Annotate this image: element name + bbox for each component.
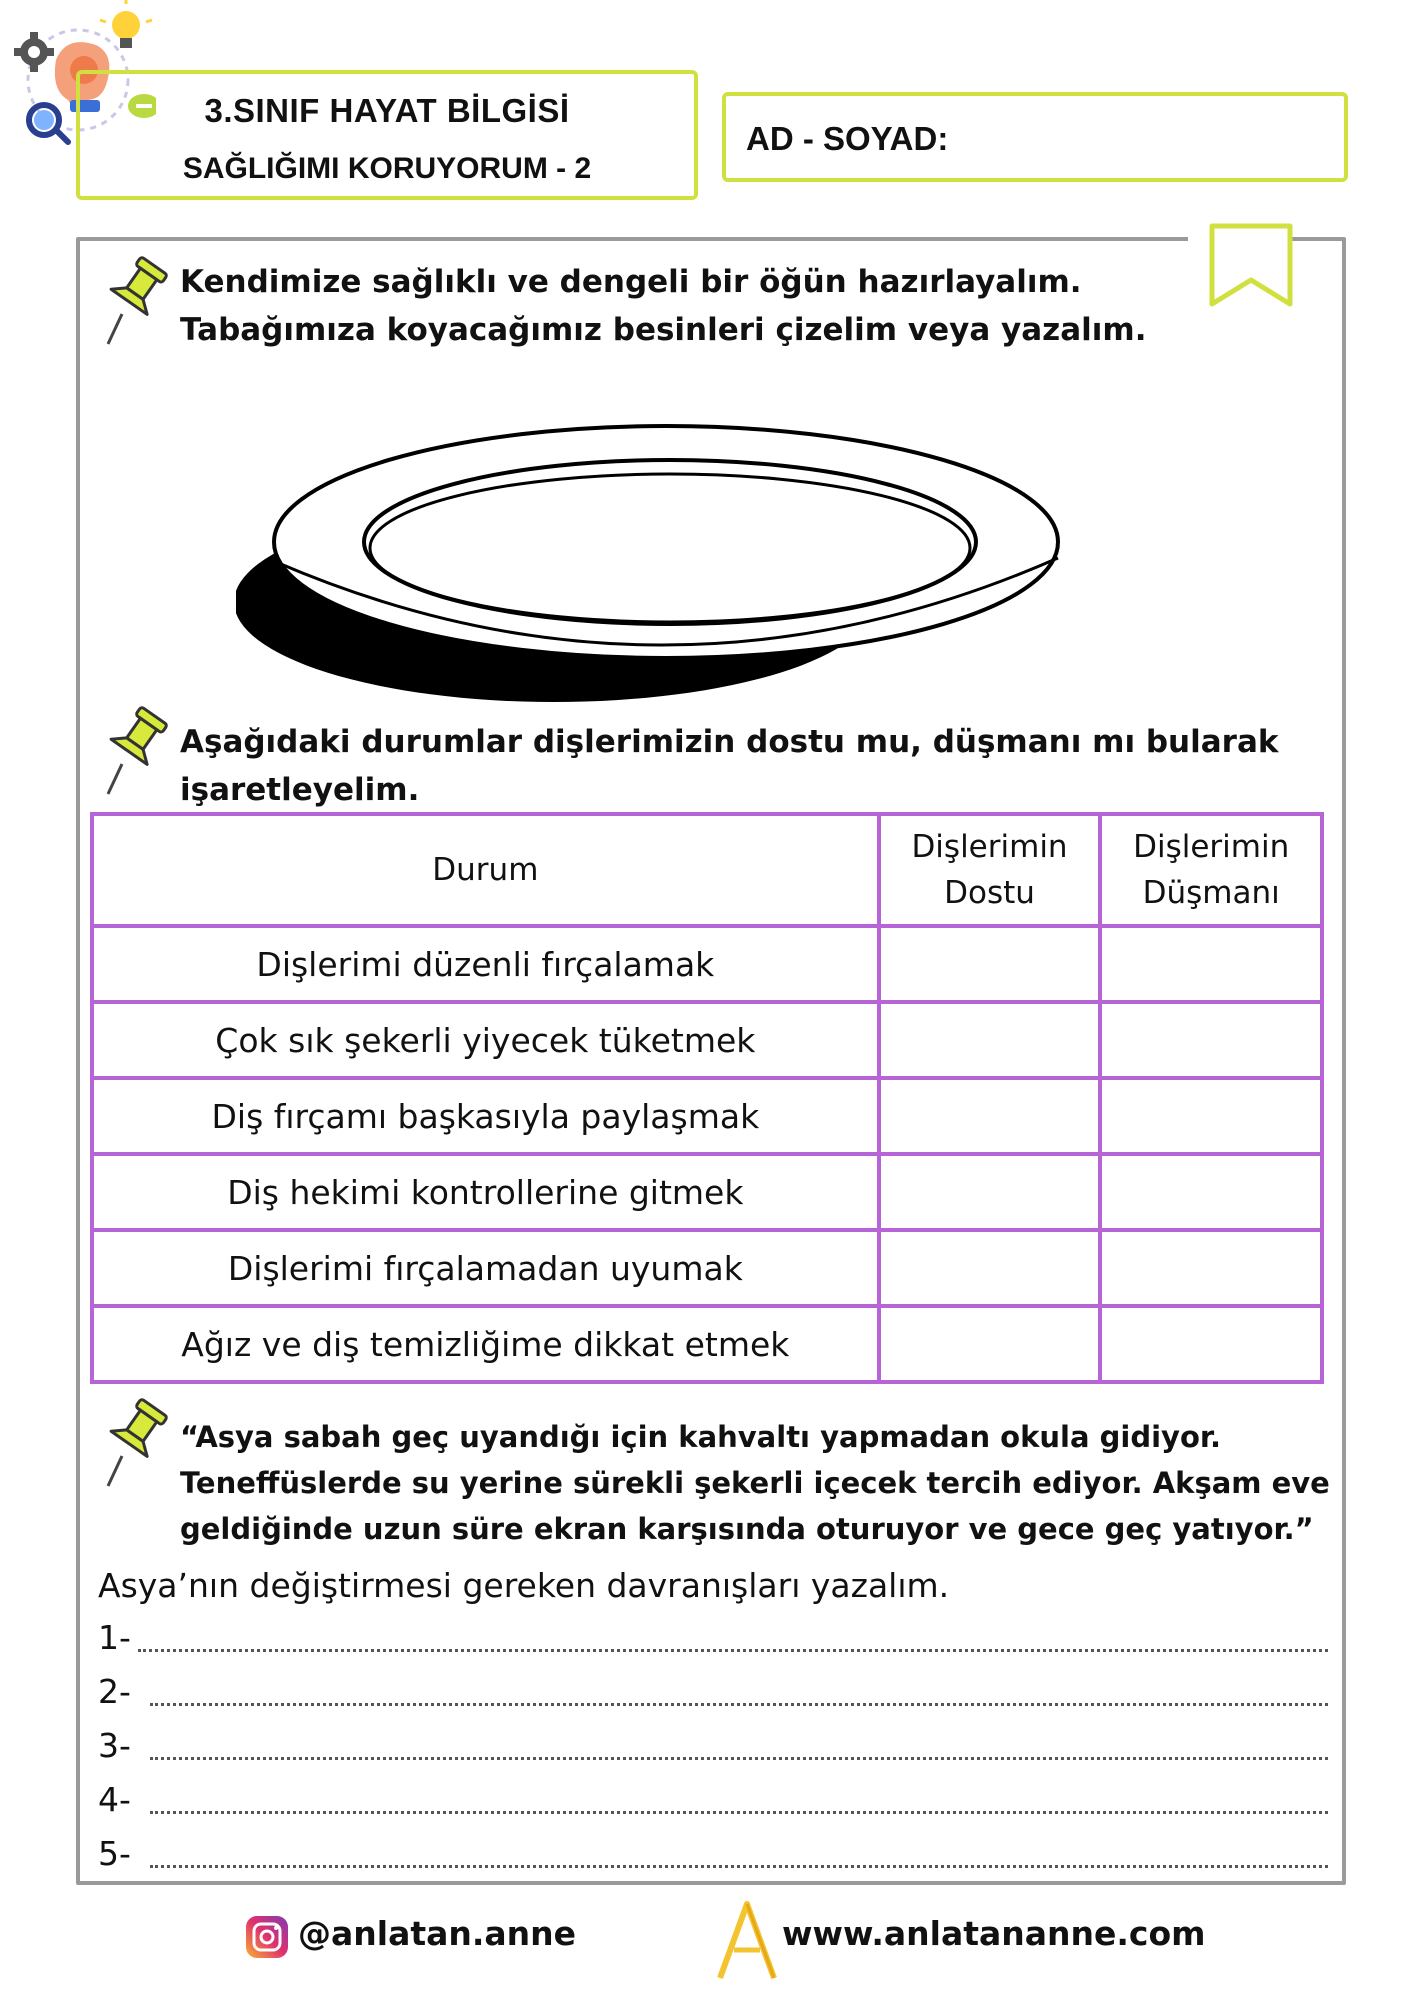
dostu-checkbox[interactable] [879,1002,1101,1078]
table-row [92,1078,1322,1154]
durum-cell: Dişlerimi fırçalamadan uyumak [92,1230,879,1306]
header-dostu-line2: Dostu [944,875,1035,911]
dotted-line [150,1865,1328,1868]
dostu-checkbox[interactable] [879,926,1101,1002]
header-durum-label: Durum [432,852,539,888]
answer-number: 5- [98,1834,131,1873]
dusmani-checkbox[interactable] [1100,1230,1322,1306]
dostu-checkbox[interactable] [879,1306,1101,1382]
table-row [92,1002,1322,1078]
dotted-line [150,1757,1328,1760]
pushpin-icon [100,1398,172,1490]
pushpin-icon [100,706,172,798]
dusmani-checkbox[interactable] [1100,1154,1322,1230]
dusmani-checkbox[interactable] [1100,1306,1322,1382]
header-dusmani [1100,814,1322,926]
dusmani-checkbox[interactable] [1100,1002,1322,1078]
header-dusmani-line2: Düşmanı [1142,875,1280,911]
story-line2: Teneffüslerde su yerine sürekli şekerli içecek tercih ediyor. Akşam eve [180,1466,1330,1500]
website-link[interactable]: www.anlatananne.com [782,1914,1206,1953]
section1-line2: Tabağımıza koyacağımız besinleri çizelim veya yazalım. [180,312,1147,348]
durum-cell: Ağız ve diş temizliğime dikkat etmek [92,1306,879,1382]
dostu-checkbox[interactable] [879,1078,1101,1154]
pushpin-icon [100,256,172,348]
answer-line-5[interactable] [98,1834,1328,1874]
plate-icon[interactable] [236,420,1080,710]
table-row [92,1306,1322,1382]
story-line1: “Asya sabah geç uyandığı için kahvaltı yapmadan okula gidiyor. [180,1420,1222,1454]
dotted-line [138,1649,1328,1652]
name-label: AD - SOYAD: [746,120,949,157]
table-row [92,1230,1322,1306]
section2-instruction [180,718,1279,814]
section2-line1: Aşağıdaki durumlar dişlerimizin dostu mu, düşmanı mı bularak [180,724,1279,760]
answer-number: 1- [98,1618,131,1657]
dostu-checkbox[interactable] [879,1230,1101,1306]
story-line3: geldiğinde uzun süre ekran karşısında oturuyor ve gece geç yatıyor.” [180,1512,1314,1546]
answer-number: 3- [98,1726,131,1765]
answer-number: 2- [98,1672,131,1711]
durum-cell: Diş fırçamı başkasıyla paylaşmak [92,1078,879,1154]
header-dostu-line1: Dişlerimin [911,829,1068,865]
question-text: Asya’nın değiştirmesi gereken davranışları yazalım. [98,1566,950,1605]
dotted-line [150,1703,1328,1706]
section1-line1: Kendimize sağlıklı ve dengeli bir öğün hazırlayalım. [180,264,1082,300]
story-text [180,1414,1330,1552]
durum-cell: Çok sık şekerli yiyecek tüketmek [92,1002,879,1078]
name-field[interactable] [722,92,1348,182]
section1-instruction [180,258,1146,354]
header-dusmani-line1: Dişlerimin [1133,829,1290,865]
dotted-line [150,1811,1328,1814]
brand-a-icon [716,1900,778,1980]
bookmark-icon [1208,222,1294,310]
dusmani-checkbox[interactable] [1100,926,1322,1002]
dusmani-checkbox[interactable] [1100,1078,1322,1154]
teeth-table [90,812,1324,1384]
answer-line-4[interactable] [98,1780,1328,1820]
answer-line-3[interactable] [98,1726,1328,1766]
answer-number: 4- [98,1780,131,1819]
header-durum [92,814,879,926]
durum-cell: Dişlerimi düzenli fırçalamak [92,926,879,1002]
table-row [92,1154,1322,1230]
title-box [76,70,698,200]
durum-cell: Diş hekimi kontrollerine gitmek [92,1154,879,1230]
dostu-checkbox[interactable] [879,1154,1101,1230]
header-dostu [879,814,1101,926]
answer-line-2[interactable] [98,1672,1328,1712]
table-row [92,926,1322,1002]
instagram-icon [244,1914,290,1960]
section2-line2: işaretleyelim. [180,772,420,808]
instagram-handle[interactable]: @anlatan.anne [298,1914,577,1953]
answer-line-1[interactable] [98,1618,1328,1658]
table-header-row [92,814,1322,926]
worksheet-subtitle: SAĞLIĞIMI KORUYORUM - 2 [182,152,592,185]
worksheet-title: 3.SINIF HAYAT BİLGİSİ [204,92,570,129]
